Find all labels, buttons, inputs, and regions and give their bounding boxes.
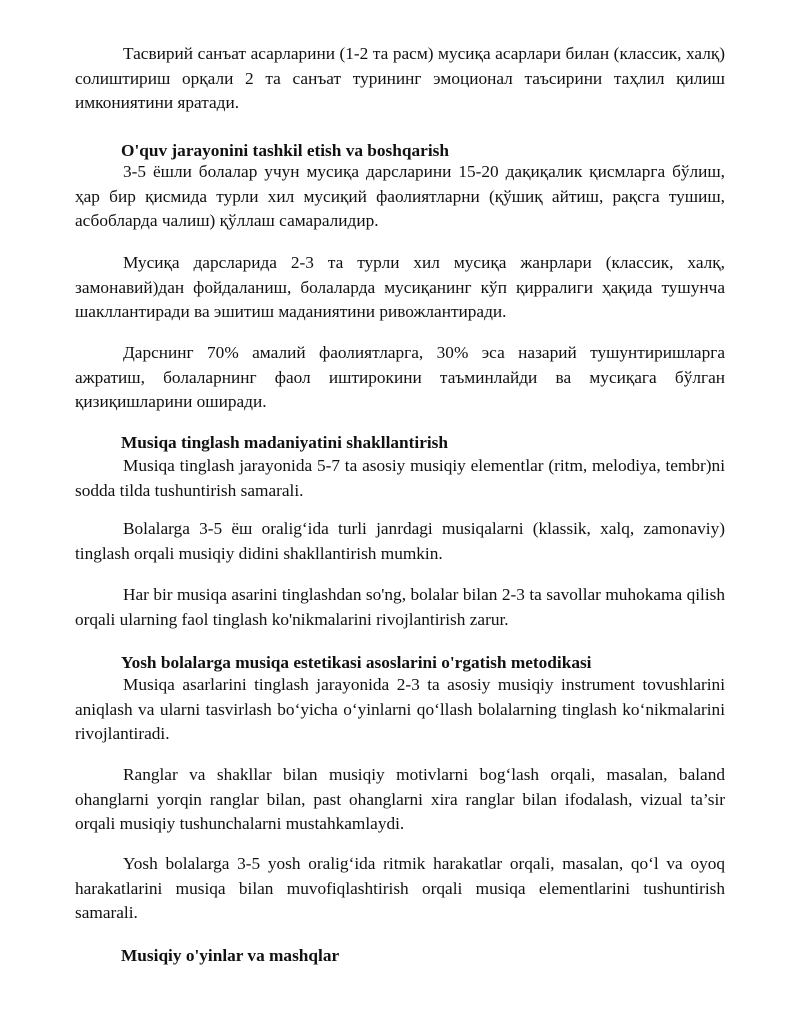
paragraph-art-comparison: Тасвирий санъат асарларини (1-2 та расм) мусиқа асарлари билан (классик, халқ) солиштириш орқали 2 та санъат турининг эмоционал таъсирини таҳлил қилиш имкониятини яратади. (75, 44, 725, 112)
paragraph-lesson-parts: 3-5 ёшли болалар учун мусиқа дарсларини 15-20 дақиқалик қисмларга бўлиш, ҳар бир қисмида турли хил мусиқий фаолиятларни (қўшиқ айтиш, рақсга тушиш, асбобларда чалиш) қўллаш самаралидир. (75, 162, 725, 230)
paragraph-music-genres: Мусиқа дарсларида 2-3 та турли хил мусиқа жанрлари (классик, халқ, замонавий)дан фойдаланиш, болаларда мусиқанинг кўп қирралиги ҳақида тушунча шакллантиради ва эшитиш маданиятини ривожлантиради. (75, 253, 725, 321)
paragraph-genre-listening: Bolalarga 3-5 ёш oralig‘ida turli janrdagi musiqalarni (klassik, xalq, zamonaviy) tinglash orqali musiqiy didini shakllantirish mumkin. (75, 519, 725, 563)
heading-learning-process: O'quv jarayonini tashkil etish va boshqarish (121, 141, 449, 160)
paragraph-discussion-questions: Har bir musiqa asarini tinglashdan so'ng, bolalar bilan 2-3 ta savollar muhokama qilish orqali ularning faol tinglash ko'nikmalarini rivojlantirish zarur. (75, 585, 725, 629)
heading-games-exercises: Musiqiy o'yinlar va mashqlar (121, 946, 340, 965)
heading-aesthetics-method: Yosh bolalarga musiqa estetikasi asoslarini o'rgatish metodikasi (121, 653, 592, 672)
paragraph-musical-elements: Musiqa tinglash jarayonida 5-7 ta asosiy musiqiy elementlar (ritm, melodiya, tembr)ni sodda tilda tushuntirish samarali. (75, 456, 725, 500)
heading-listening-culture: Musiqa tinglash madaniyatini shakllantirish (121, 433, 449, 452)
paragraph-colors-shapes: Ranglar va shakllar bilan musiqiy motivlarni bog‘lash orqali, masalan, baland ohanglarni yorqin ranglar bilan, past ohanglarni xira ranglar bilan ifodalash, vizual ta’sir orqali musiqiy tushunchalarni mustahkamlaydi. (75, 765, 725, 833)
paragraph-instrument-sounds: Musiqa asarlarini tinglash jarayonida 2-3 ta asosiy musiqiy instrument tovushlarini aniqlash va ularni tasvirlash bo‘yicha o‘yinlarni qo‘llash bolalarning tinglash ko‘nikmalarini rivojlantiradi. (75, 675, 725, 743)
paragraph-rhythmic-movements: Yosh bolalarga 3-5 yosh oralig‘ida ritmik harakatlar orqali, masalan, qo‘l va oyoq harakatlarini musiqa bilan muvofiqlashtirish orqali musiqa elementlarini tushuntirish samarali. (75, 854, 725, 922)
paragraph-practical-theory: Дарснинг 70% амалий фаолиятларга, 30% эса назарий тушунтиришларга ажратиш, болаларнинг фаол иштирокини таъминлайди ва мусиқага бўлган қизиқишларини оширади. (75, 343, 725, 411)
